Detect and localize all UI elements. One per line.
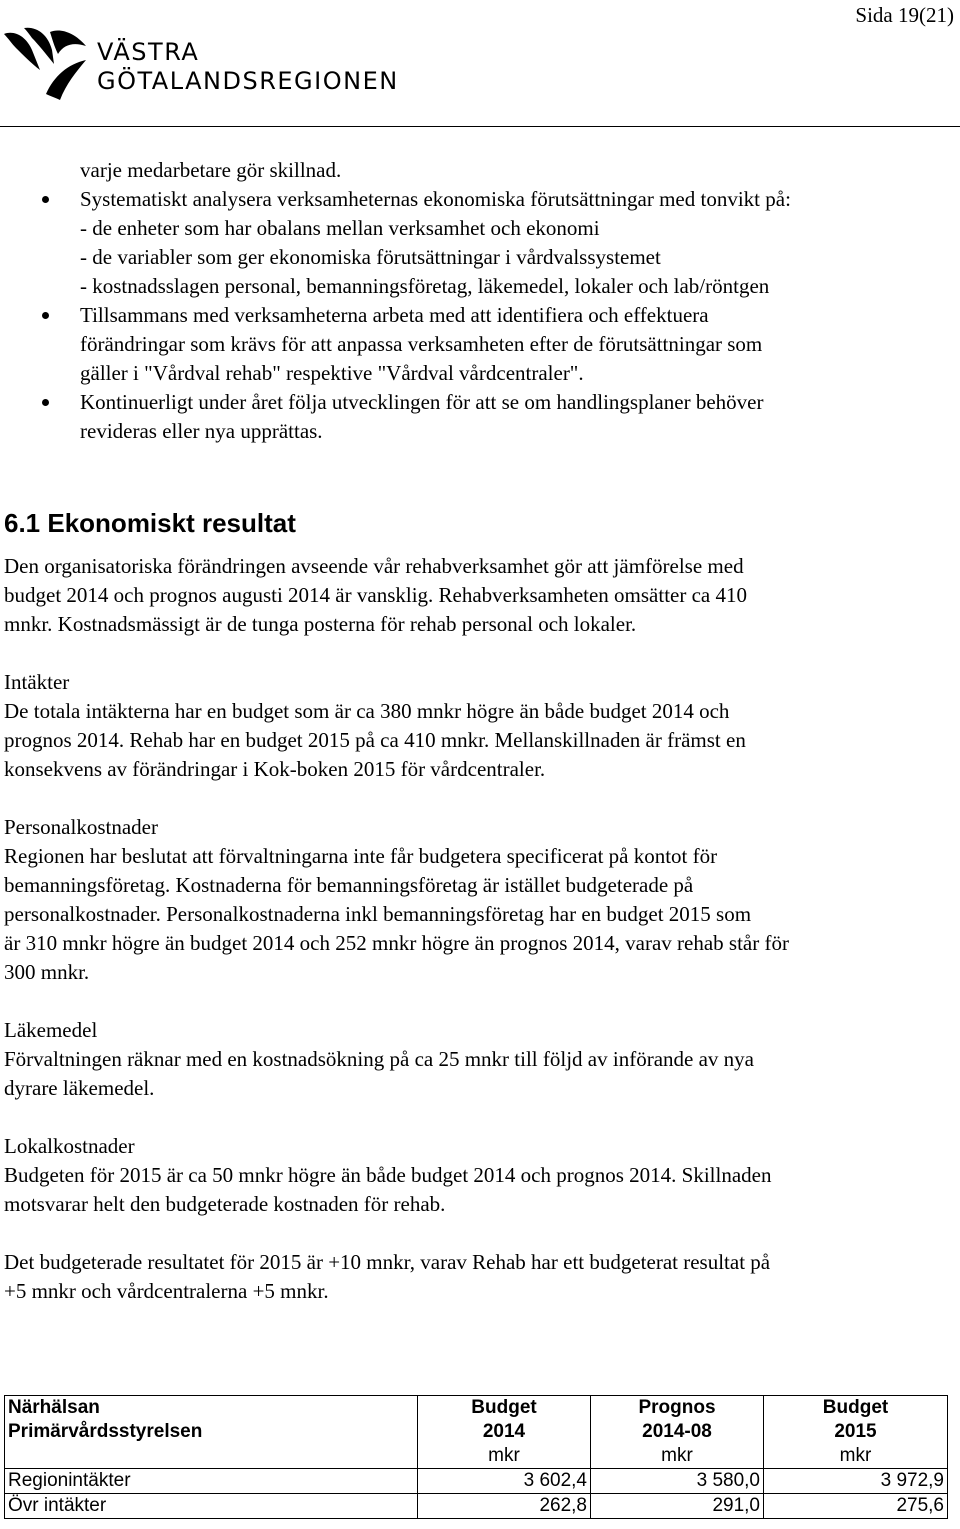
logo-text-line2: GÖTALANDSREGIONEN	[97, 67, 399, 95]
table-header-row	[5, 1396, 948, 1469]
paragraph-line: Den organisatoriska förändringen avseende vår rehabverksamhet gör att jämförelse med	[4, 554, 744, 578]
section-heading: 6.1 Ekonomiskt resultat	[4, 508, 296, 538]
list-item-line: - de enheter som har obalans mellan verksamhet och ekonomi	[80, 216, 600, 240]
paragraph-line: är 310 mnkr högre än budget 2014 och 252 mnkr högre än prognos 2014, varav rehab står för	[4, 931, 789, 955]
paragraph-line: Förvaltningen räknar med en kostnadsökning på ca 25 mnkr till följd av införande av nya	[4, 1047, 754, 1071]
list-item-line: förändringar som krävs för att anpassa verksamheten efter de förutsättningar som	[80, 332, 763, 356]
table-header-cell: Prognos 2014-08 mkr	[591, 1396, 764, 1469]
paragraph-title: Intäkter	[4, 670, 70, 694]
list-item-line: Kontinuerligt under året följa utvecklingen för att se om handlingsplaner behöver	[80, 390, 764, 414]
bullet-icon	[42, 196, 49, 203]
section-body	[4, 552, 954, 1306]
region-logo	[2, 20, 402, 108]
paragraph-line: De totala intäkterna har en budget som är ca 380 mnkr högre än både budget 2014 och	[4, 699, 730, 723]
paragraph-line: konsekvens av förändringar i Kok-boken 2015 för vårdcentraler.	[4, 757, 546, 781]
paragraph-line: Regionen har beslutat att förvaltningarna inte får budgetera specificerat på kontot för	[4, 844, 718, 868]
paragraph-line: mnkr. Kostnadsmässigt är de tunga posterna för rehab personal och lokaler.	[4, 612, 637, 636]
table-header-cell: Budget 2015 mkr	[764, 1396, 948, 1469]
intro-line: varje medarbetare gör skillnad.	[80, 158, 342, 182]
budget-table	[4, 1395, 948, 1519]
paragraph	[4, 1248, 954, 1306]
paragraph	[4, 1132, 954, 1219]
table-header-cell: Budget 2014 mkr	[418, 1396, 591, 1469]
paragraph-line: bemanningsföretag. Kostnaderna för bemanningsföretag är istället budgeterade på	[4, 873, 694, 897]
list-item-line: Tillsammans med verksamheterna arbeta med att identifiera och effektuera	[80, 303, 709, 327]
bullet-icon	[42, 399, 49, 406]
logo-text-line1: VÄSTRA	[97, 38, 200, 66]
table-cell: Övr intäkter	[5, 1494, 418, 1519]
table-row	[5, 1494, 948, 1519]
list-item	[80, 388, 940, 446]
paragraph	[4, 668, 954, 784]
list-item	[80, 301, 940, 388]
paragraph-line: budget 2014 och prognos augusti 2014 är vansklig. Rehabverksamheten omsätter ca 410	[4, 583, 747, 607]
paragraph	[4, 1016, 954, 1103]
paragraph-title: Läkemedel	[4, 1018, 98, 1042]
paragraph-line: 300 mnkr.	[4, 960, 90, 984]
list-item-line: - kostnadsslagen personal, bemanningsföretag, läkemedel, lokaler och lab/röntgen	[80, 274, 770, 298]
paragraph	[4, 813, 954, 987]
list-item-line: - de variabler som ger ekonomiska förutsättningar i vårdvalssystemet	[80, 245, 661, 269]
region-emblem-icon	[2, 24, 94, 104]
table-cell: Regionintäkter	[5, 1469, 418, 1494]
table-header-cell: Närhälsan Primärvårdsstyrelsen	[5, 1396, 418, 1469]
paragraph-line: motsvarar helt den budgeterade kostnaden för rehab.	[4, 1192, 446, 1216]
table-cell: 3 602,4	[418, 1469, 591, 1494]
paragraph	[4, 552, 954, 639]
list-item-line: gäller i "Vårdval rehab" respektive "Vårdval vårdcentraler".	[80, 361, 584, 385]
header-divider	[0, 126, 960, 127]
list-item-line: Systematiskt analysera verksamheternas ekonomiska förutsättningar med tonvikt på:	[80, 187, 791, 211]
bullet-icon	[42, 312, 49, 319]
paragraph-line: Budgeten för 2015 är ca 50 mnkr högre än både budget 2014 och prognos 2014. Skillnaden	[4, 1163, 772, 1187]
action-list	[80, 156, 940, 446]
paragraph-line: +5 mnkr och vårdcentralerna +5 mnkr.	[4, 1279, 329, 1303]
paragraph-line: prognos 2014. Rehab har en budget 2015 på ca 410 mnkr. Mellanskillnaden är främst en	[4, 728, 746, 752]
list-item-line: revideras eller nya upprättas.	[80, 419, 323, 443]
page-number: Sida 19(21)	[855, 3, 954, 27]
table-cell: 291,0	[591, 1494, 764, 1519]
paragraph-title: Lokalkostnader	[4, 1134, 135, 1158]
table-cell: 275,6	[764, 1494, 948, 1519]
table-cell: 3 972,9	[764, 1469, 948, 1494]
paragraph-title: Personalkostnader	[4, 815, 158, 839]
table-row	[5, 1469, 948, 1494]
paragraph-line: Det budgeterade resultatet för 2015 är +10 mnkr, varav Rehab har ett budgeterat resultat på	[4, 1250, 771, 1274]
paragraph-line: personalkostnader. Personalkostnaderna inkl bemanningsföretag har en budget 2015 som	[4, 902, 752, 926]
table-cell: 3 580,0	[591, 1469, 764, 1494]
paragraph-line: dyrare läkemedel.	[4, 1076, 155, 1100]
list-item	[80, 185, 940, 301]
table-cell: 262,8	[418, 1494, 591, 1519]
